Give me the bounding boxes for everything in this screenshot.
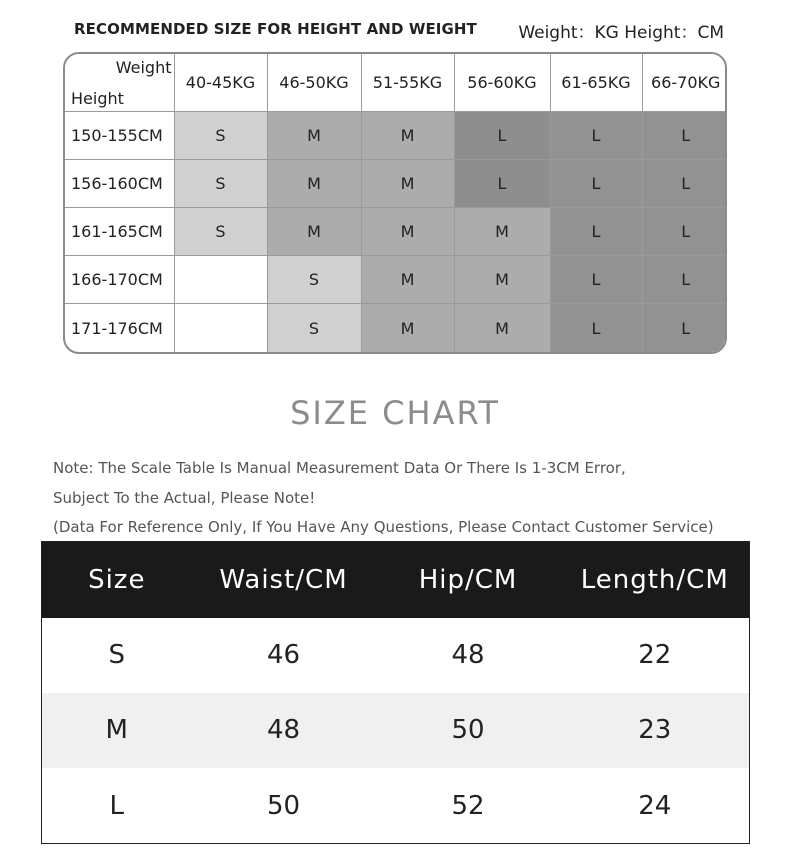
recommend-row [65,256,727,304]
size-cell [174,304,267,352]
weight-header: 61-65KG [550,54,642,111]
waist-value: 48 [192,693,376,768]
size-table-header-row [42,542,750,618]
height-label: 166-170CM [65,256,174,304]
corner-height-label: Height [71,88,124,108]
size-cell: L [550,304,642,352]
size-chart-heading: SIZE CHART [290,394,500,432]
height-label: 171-176CM [65,304,174,352]
size-cell: S [267,304,361,352]
size-cell: L [550,207,642,255]
waist-value: 46 [192,618,376,693]
size-cell: M [361,111,454,159]
size-cell: S [267,256,361,304]
recommend-header-row [65,54,727,111]
size-cell: L [550,256,642,304]
size-cell: M [454,256,550,304]
table-row [42,693,750,768]
size-cell: M [361,159,454,207]
size-cell: M [267,159,361,207]
note-line: Note: The Scale Table Is Manual Measurement Data Or There Is 1-3CM Error, [53,459,626,477]
size-cell: S [174,207,267,255]
size-cell: L [642,304,727,352]
size-value: L [42,768,192,843]
units-label: Weight：KG Height：CM [518,23,724,43]
notes-block [53,454,753,543]
size-cell: M [454,207,550,255]
size-cell: M [454,304,550,352]
size-cell: L [642,207,727,255]
weight-header: 51-55KG [361,54,454,111]
size-measurement-table [41,541,750,844]
length-value: 22 [561,618,750,693]
size-cell: S [174,111,267,159]
weight-header: 40-45KG [174,54,267,111]
size-cell: M [267,111,361,159]
column-header-length: Length/CM [561,542,750,618]
size-cell: L [454,111,550,159]
recommend-row [65,111,727,159]
size-cell: L [550,159,642,207]
size-cell: M [267,207,361,255]
table-row [42,768,750,843]
size-cell [174,256,267,304]
size-value: M [42,693,192,768]
corner-cell [65,54,174,111]
recommend-table [65,54,727,352]
height-label: 150-155CM [65,111,174,159]
size-cell: L [550,111,642,159]
recommend-title: RECOMMENDED SIZE FOR HEIGHT AND WEIGHT [74,20,477,38]
note-line: Subject To the Actual, Please Note! [53,488,316,507]
weight-header: 56-60KG [454,54,550,111]
size-cell: M [361,256,454,304]
size-cell: L [642,111,727,159]
recommend-row [65,304,727,352]
column-header-size: Size [42,542,192,618]
top-header [74,18,724,42]
waist-value: 50 [192,768,376,843]
note-line: (Data For Reference Only, If You Have Any Questions, Please Contact Customer Service) [53,518,714,536]
hip-value: 52 [376,768,561,843]
size-cell: L [642,256,727,304]
hip-value: 48 [376,618,561,693]
size-cell: M [361,207,454,255]
size-cell: L [642,159,727,207]
table-row [42,618,750,693]
height-label: 156-160CM [65,159,174,207]
length-value: 24 [561,768,750,843]
recommend-table-container [63,52,727,354]
hip-value: 50 [376,693,561,768]
corner-weight-label: Weight [115,58,172,77]
column-header-hip: Hip/CM [376,542,561,618]
recommend-row [65,207,727,255]
height-label: 161-165CM [65,207,174,255]
column-header-waist: Waist/CM [192,542,376,618]
size-cell: L [454,159,550,207]
weight-header: 46-50KG [267,54,361,111]
size-cell: S [174,159,267,207]
size-value: S [42,618,192,693]
size-cell: M [361,304,454,352]
weight-header: 66-70KG [642,54,727,111]
recommend-row [65,159,727,207]
length-value: 23 [561,693,750,768]
